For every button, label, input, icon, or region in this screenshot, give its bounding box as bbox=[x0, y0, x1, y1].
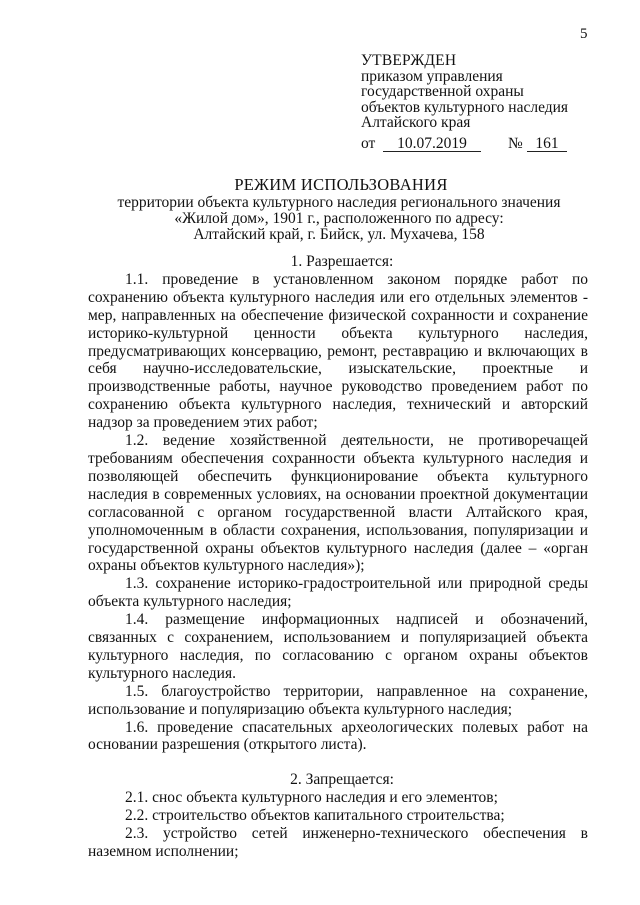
list-item: 1.5. благоустройство территории, направленное на сохранение, использование и популяризацию объекта культурного наследия; bbox=[88, 682, 588, 718]
approval-line: Алтайского края bbox=[361, 114, 471, 131]
approval-line: государственной охраны bbox=[361, 83, 524, 100]
order-date-number-row bbox=[361, 136, 568, 154]
list-item: 1.3. сохранение историко-градостроительной или природной среды объекта культурного наследия; bbox=[88, 575, 588, 611]
approval-heading: УТВЕРЖДЕН bbox=[361, 52, 457, 69]
list-item: 1.6. проведение спасательных археологических полевых работ на основании разрешения (открытого листа). bbox=[88, 718, 588, 754]
list-item: 1.4. размещение информационных надписей и обозначений, связанных с сохранением, использованием и популяризацией объекта культурного наследия, по согласованию с органом охраны объектов культурного наследия. bbox=[88, 611, 588, 682]
title-subline: Алтайский край, г. Бийск, ул. Мухачева, 158 bbox=[193, 226, 485, 243]
approval-line: объектов культурного наследия bbox=[361, 98, 569, 116]
list-item: 1.1. проведение в установленном законом порядке работ по сохранению объекта культурного наследия или его отдельных элементов - мер, направленных на обеспечение физической сохранности и сохранение историко-культурной ценности объекта культурного наследия, предусматривающих консервацию, ремонт, реставрацию и включающих в себя научно-исследовательские, изыскательские, проектные и производственные работы, научное руководство проведением работ по сохранению объекта культурного наследия, технический и авторский надзор за проведением этих работ; bbox=[88, 270, 588, 432]
document-title: РЕЖИМ ИСПОЛЬЗОВАНИЯ bbox=[234, 175, 448, 194]
list-item: 2.2. строительство объектов капитального строительства; bbox=[125, 807, 505, 825]
order-number: 161 bbox=[527, 136, 567, 153]
number-sign: № bbox=[508, 134, 523, 152]
document-body bbox=[88, 253, 588, 861]
list-item: 2.1. снос объекта культурного наследия и его элементов; bbox=[125, 789, 498, 807]
approval-block bbox=[361, 53, 568, 154]
document-title-block bbox=[0, 175, 640, 243]
list-item: 1.2. ведение хозяйственной деятельности, не противоречащей требованиям обеспечения сохранности объекта культурного наследия и позволяющей обеспечить функционирование объекта культурного наследия в современных условиях, на основании проектной документации согласованной с органом государственной власти Алтайского края, уполномоченным в области сохранения, использования, популяризации и государственной охраны объектов культурного наследия (далее – «орган охраны объектов культурного наследия»); bbox=[88, 432, 588, 575]
list-item: 2.3. устройство сетей инженерно-технического обеспечения в наземном исполнении; bbox=[88, 825, 588, 860]
section-heading-prohibited: 2. Запрещается: bbox=[290, 771, 394, 789]
approval-line: приказом управления bbox=[361, 67, 503, 85]
title-subline: территории объекта культурного наследия регионального значения bbox=[117, 194, 561, 211]
page-number: 5 bbox=[580, 26, 588, 42]
title-subline: «Жилой дом», 1901 г., расположенного по адресу: bbox=[174, 210, 504, 227]
section-heading-permitted: 1. Разрешается: bbox=[290, 253, 394, 270]
order-date: 10.07.2019 bbox=[383, 136, 481, 153]
date-prefix: от bbox=[361, 134, 376, 152]
